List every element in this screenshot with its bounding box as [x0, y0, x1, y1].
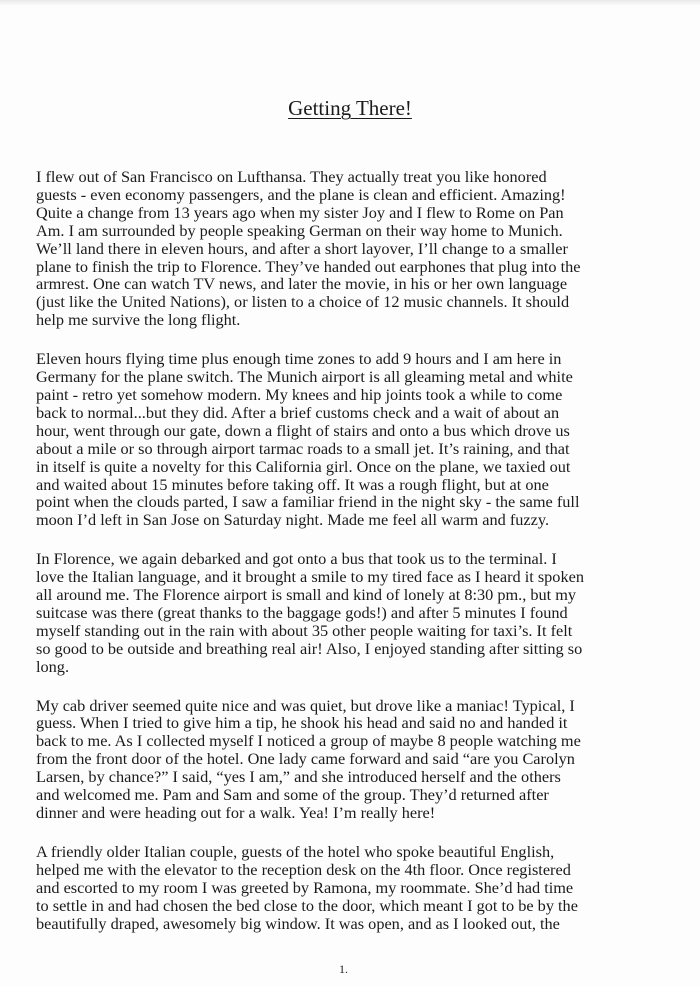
text-line: Eleven hours flying time plus enough time zones to add 9 hours and I am here in — [36, 349, 562, 369]
text-line: We’ll land there in eleven hours, and after a short layover, I’ll change to a smaller — [36, 238, 568, 258]
text-line: and escorted to my room I was greeted by Ramona, my roommate. She’d had time — [36, 877, 574, 897]
text-line: love the Italian language, and it brought a smile to my tired face as I heard it spoken — [36, 567, 584, 587]
page-title: Getting There! — [288, 96, 412, 120]
text-line: back to me. As I collected myself I noticed a group of maybe 8 people watching me — [36, 731, 581, 751]
paragraph-cab — [36, 697, 672, 822]
page-number: 1. — [339, 962, 348, 976]
text-line: so good to be outside and breathing real air! Also, I enjoyed standing after sitting so — [36, 638, 583, 658]
text-line: My cab driver seemed quite nice and was quiet, but drove like a maniac! Typical, I — [36, 695, 575, 715]
paragraph-hotel — [36, 843, 672, 933]
text-line: Quite a change from 13 years ago when my sister Joy and I flew to Rome on Pan — [36, 202, 564, 222]
text-line: suitcase was there (great thanks to the baggage gods!) and after 5 minutes I found — [36, 602, 568, 622]
text-line: in itself is quite a novelty for this California girl. Once on the plane, we taxied out — [36, 456, 571, 476]
text-line: back to normal...but they did. After a brief customs check and a wait of about an — [36, 402, 560, 422]
text-line: hour, went through our gate, down a flight of stairs and onto a bus which drove us — [36, 420, 570, 440]
text-line: long. — [36, 656, 70, 676]
text-line: beautifully draped, awesomely big window. It was open, and as I looked out, the — [36, 913, 560, 933]
text-line: and welcomed me. Pam and Sam and some of the group. They’d returned after — [36, 785, 549, 805]
text-line: paint - retro yet somehow modern. My knees and hip joints took a while to come — [36, 384, 563, 404]
text-line: from the front door of the hotel. One lady came forward and said “are you Carolyn — [36, 749, 575, 769]
text-line: dinner and were heading out for a walk. Yea! I’m really here! — [36, 803, 436, 822]
text-line: helped me with the elevator to the reception desk on the 4th floor. Once registered — [36, 859, 571, 879]
text-line: plane to finish the trip to Florence. They’ve handed out earphones that plug into the — [36, 256, 581, 276]
text-line: moon I’d left in San Jose on Saturday night. Made me feel all warm and fuzzy. — [36, 510, 550, 530]
text-line: and waited about 15 minutes before taking off. It was a rough flight, but at one — [36, 474, 549, 494]
text-line: (just like the United Nations), or listen to a choice of 12 music channels. It should — [36, 292, 570, 312]
paragraph-flight — [36, 168, 672, 329]
text-line: In Florence, we again debarked and got onto a bus that took us to the terminal. I — [36, 549, 557, 569]
text-line: about a mile or so through airport tarmac roads to a small jet. It’s raining, and that — [36, 438, 570, 458]
text-line: Am. I am surrounded by people speaking German on their way home to Munich. — [36, 220, 563, 240]
text-line: help me survive the long flight. — [36, 310, 241, 330]
scan-edge-shadow — [0, 0, 700, 6]
text-line: armrest. One can watch TV news, and later the movie, in his or her own language — [36, 274, 568, 294]
text-line: to settle in and had chosen the bed close to the door, which meant I got to be by the — [36, 895, 578, 915]
document-body — [36, 168, 672, 953]
text-line: guests - even economy passengers, and the plane is clean and efficient. Amazing! — [36, 184, 566, 204]
text-line: myself standing out in the rain with about 35 other people waiting for taxi’s. It felt — [36, 620, 573, 640]
text-line: point when the clouds parted, I saw a familiar friend in the night sky - the same full — [36, 492, 580, 512]
text-line: A friendly older Italian couple, guests of the hotel who spoke beautiful English, — [36, 841, 555, 861]
text-line: I flew out of San Francisco on Lufthansa. They actually treat you like honored — [36, 167, 547, 186]
paragraph-munich — [36, 350, 672, 529]
text-line: Germany for the plane switch. The Munich airport is all gleaming metal and white — [36, 367, 573, 387]
text-line: guess. When I tried to give him a tip, he shook his head and said no and handed it — [36, 713, 568, 733]
text-line: Larsen, by chance?” I said, “yes I am,” and she introduced herself and the others — [36, 767, 561, 787]
paragraph-florence — [36, 550, 672, 675]
text-line: all around me. The Florence airport is small and kind of lonely at 8:30 pm., but my — [36, 585, 577, 605]
